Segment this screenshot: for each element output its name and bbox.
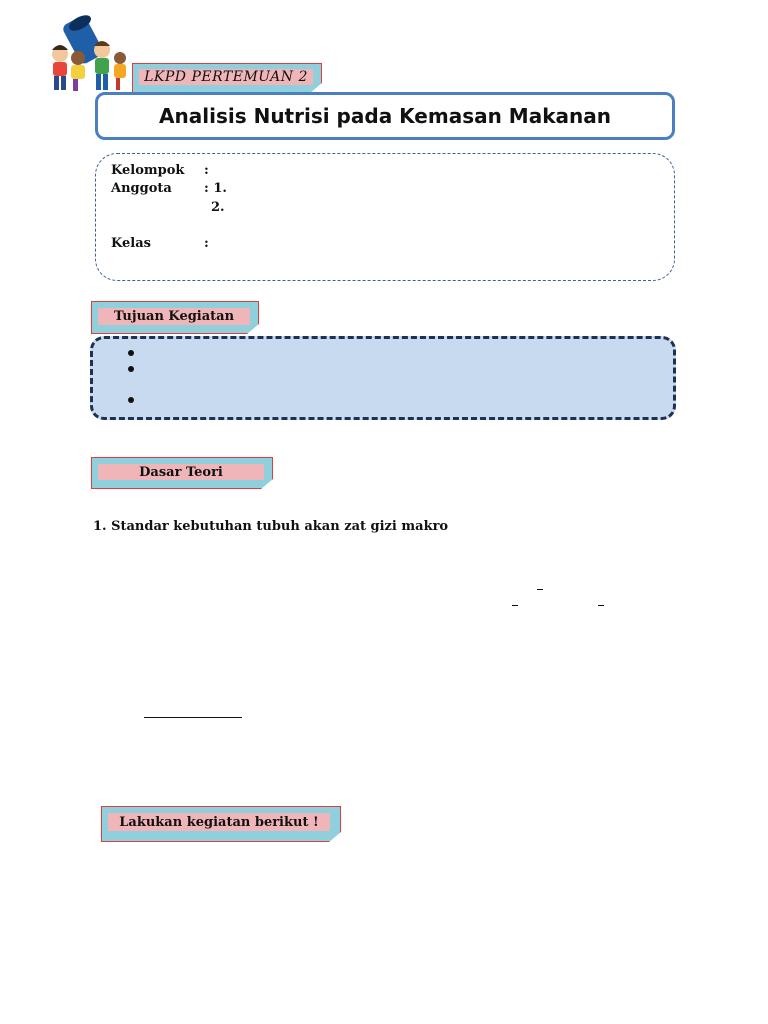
kegiatan-tag (101, 806, 341, 842)
section-heading-1: 1. Standar kebutuhan tubuh akan zat gizi makro (93, 519, 449, 534)
kelompok-colon: : (204, 163, 209, 178)
page-title: Analisis Nutrisi pada Kemasan Makanan (95, 92, 675, 140)
tag-fold (247, 324, 259, 334)
goals-box (90, 336, 676, 420)
dasar-teori-label: Dasar Teori (98, 464, 264, 480)
blank-mark (537, 589, 543, 590)
goal-bullet (128, 366, 134, 372)
anggota-item-2: 2. (211, 200, 225, 215)
goal-bullet (128, 350, 134, 356)
dasar-teori-tag (91, 457, 273, 489)
tujuan-kegiatan-label: Tujuan Kegiatan (98, 308, 250, 325)
lkpd-tag-label: LKPD PERTEMUAN 2 (139, 69, 313, 85)
kelas-colon: : (204, 236, 209, 251)
tag-fold (329, 832, 341, 842)
kelompok-label: Kelompok (111, 163, 185, 178)
tujuan-kegiatan-tag (91, 301, 259, 334)
goal-bullet (128, 397, 134, 403)
anggota-item-1: : 1. (204, 181, 227, 196)
blank-mark (598, 605, 604, 606)
blank-line (144, 717, 242, 718)
anggota-label: Anggota (111, 181, 172, 196)
kelas-label: Kelas (111, 236, 151, 251)
kegiatan-label: Lakukan kegiatan berikut ! (108, 813, 330, 831)
tag-fold (261, 479, 273, 489)
kids-mascot-icon (40, 14, 132, 96)
lkpd-tag (132, 63, 322, 93)
blank-mark (512, 605, 518, 606)
